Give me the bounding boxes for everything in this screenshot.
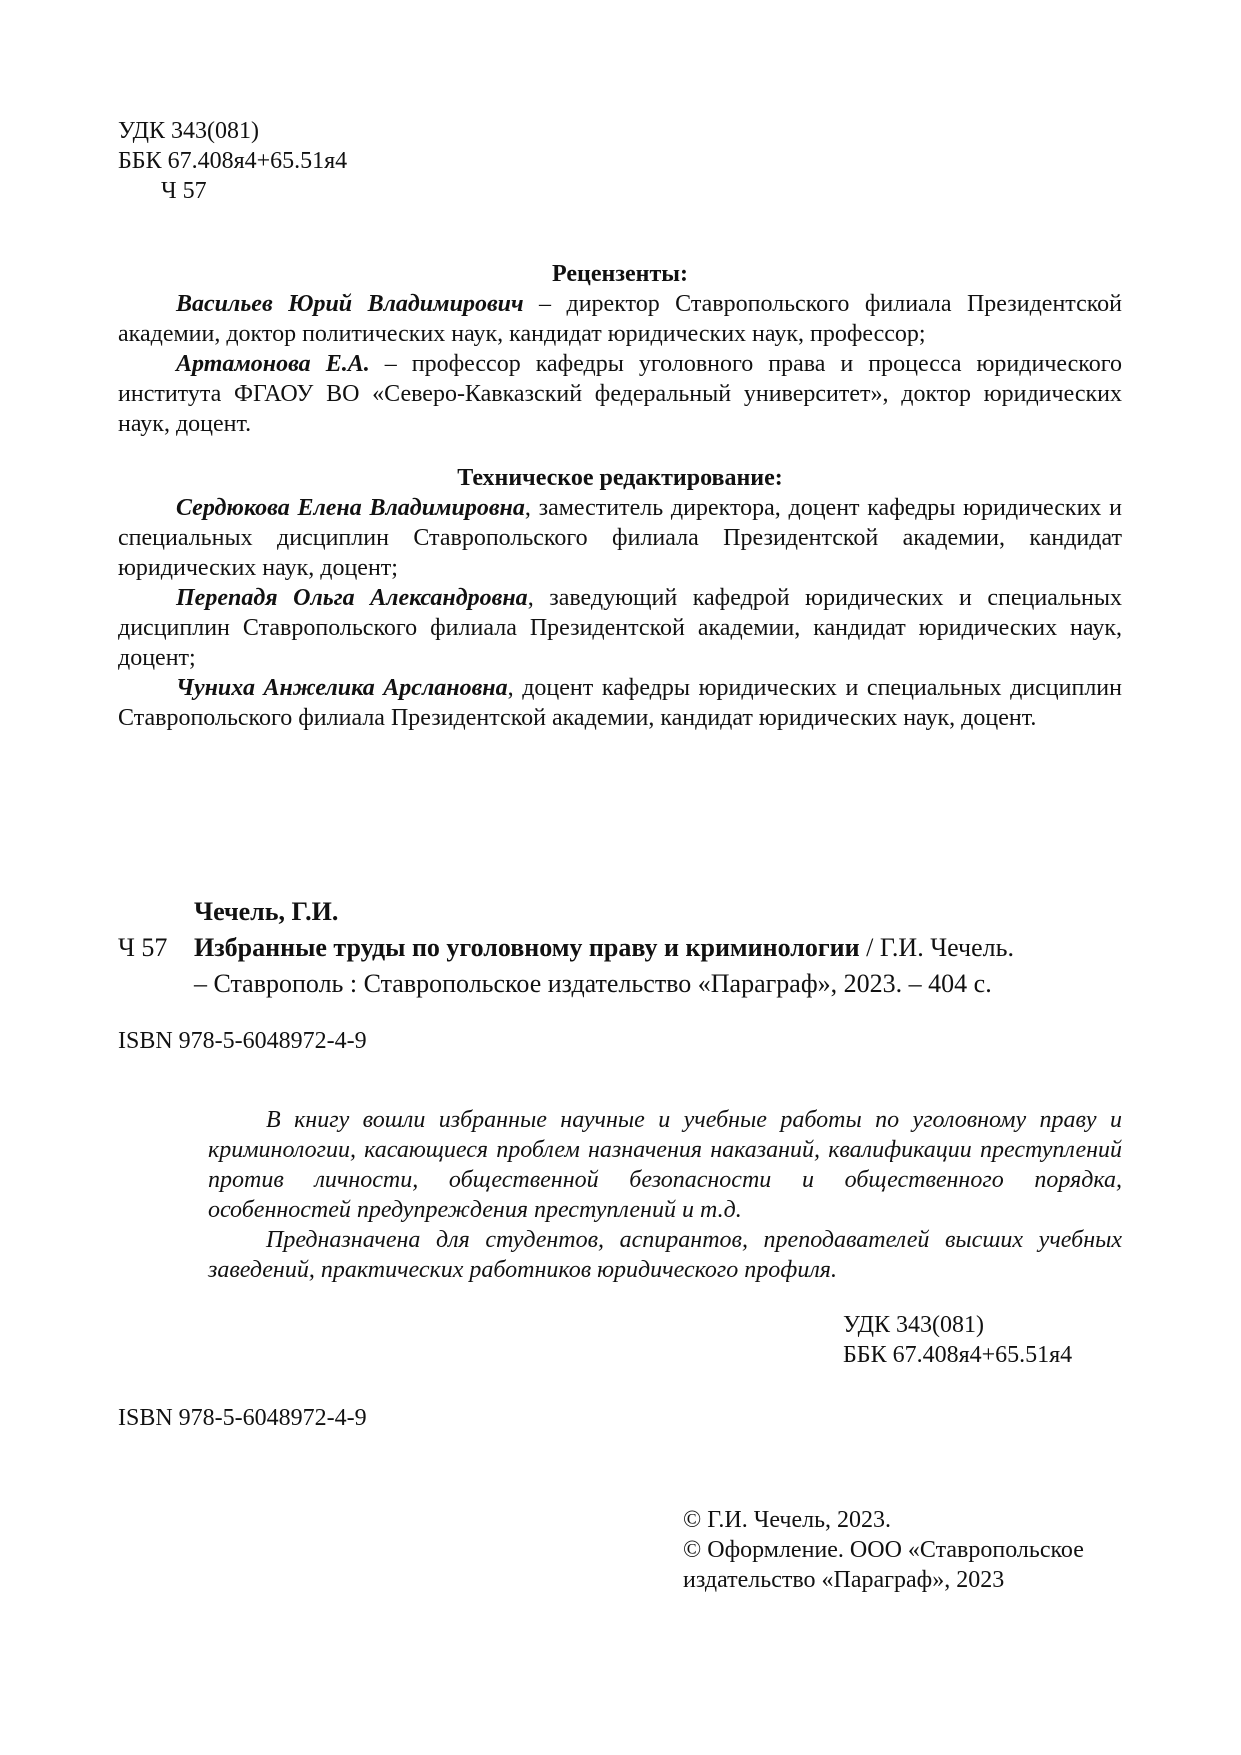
biblio-responsibility: / Г.И. Чечель. bbox=[859, 933, 1014, 962]
copyright-line: © Г.И. Чечель, 2023. bbox=[683, 1507, 892, 1533]
udk-code: УДК 343(081) bbox=[843, 1312, 984, 1338]
biblio-publication: – Ставрополь : Ставропольское издательство «Параграф», 2023. – 404 с. bbox=[194, 969, 992, 998]
udk-code: УДК 343(081) bbox=[118, 118, 259, 144]
editor-name: Перепадя Ольга Александровна bbox=[176, 585, 528, 611]
bibliographic-record bbox=[118, 897, 1128, 1005]
biblio-title: Избранные труды по уголовному праву и криминологии bbox=[194, 933, 860, 962]
reviewer-entry bbox=[118, 289, 1122, 349]
classification-bottom bbox=[843, 1310, 1072, 1370]
bbk-code: ББК 67.408я4+65.51я4 bbox=[843, 1342, 1073, 1368]
reviewer-desc: – директор Ставропольского филиала Президентской академии, доктор политических наук, кандидат юридических наук, профессор; bbox=[118, 291, 1123, 347]
copyright-line: издательство «Параграф», 2023 bbox=[683, 1567, 1005, 1593]
isbn: ISBN 978-5-6048972-4-9 bbox=[118, 1405, 367, 1431]
annotation-paragraph: Предназначена для студентов, аспирантов, преподавателей высших учебных заведений, практических работников юридического профиля. bbox=[208, 1227, 1122, 1283]
copyright-block bbox=[683, 1505, 1084, 1595]
editor-desc: , заместитель директора, доцент кафедры юридических и специальных дисциплин Ставропольского филиала Президентской академии, кандидат юридических наук, доцент; bbox=[118, 495, 1122, 581]
biblio-author: Чечель, Г.И. bbox=[194, 897, 339, 926]
editor-name: Сердюкова Елена Владимировна bbox=[176, 495, 525, 521]
biblio-code: Ч 57 bbox=[118, 933, 168, 962]
editor-desc: , доцент кафедры юридических и специальных дисциплин Ставропольского филиала Президентской академии, кандидат юридических наук, доцент. bbox=[118, 675, 1122, 731]
author-mark: Ч 57 bbox=[161, 178, 207, 204]
tech-editing-heading: Техническое редактирование: bbox=[457, 465, 783, 491]
annotation-paragraph: В книгу вошли избранные научные и учебные работы по уголовному праву и криминологии, касающиеся проблем назначения наказаний, квалификации преступлений против личности, общественной безопасности и общественного порядка, особенностей предупреждения преступлений и т.д. bbox=[208, 1107, 1122, 1223]
reviewer-name: Артамонова Е.А. bbox=[176, 351, 370, 377]
reviewer-desc: – профессор кафедры уголовного права и процесса юридического института ФГАОУ ВО «Северо-Кавказский федеральный университет», доктор юридических наук, доцент. bbox=[118, 351, 1122, 437]
editor-entry bbox=[118, 493, 1122, 583]
reviewer-name: Васильев Юрий Владимирович bbox=[176, 291, 524, 317]
editor-entry bbox=[118, 673, 1122, 733]
classification-top bbox=[118, 116, 347, 206]
isbn: ISBN 978-5-6048972-4-9 bbox=[118, 1028, 367, 1054]
bbk-code: ББК 67.408я4+65.51я4 bbox=[118, 148, 348, 174]
tech-editing-section bbox=[118, 463, 1122, 733]
editor-name: Чуниха Анжелика Арслановна bbox=[176, 675, 508, 701]
reviewer-entry bbox=[118, 349, 1122, 439]
editor-desc: , заведующий кафедрой юридических и специальных дисциплин Ставропольского филиала Президентской академии, кандидат юридических наук, доцент; bbox=[118, 585, 1122, 671]
reviewers-heading: Рецензенты: bbox=[552, 261, 688, 287]
reviewers-section bbox=[118, 259, 1122, 439]
annotation bbox=[208, 1105, 1122, 1285]
copyright-line: © Оформление. ООО «Ставропольское bbox=[683, 1537, 1084, 1563]
editor-entry bbox=[118, 583, 1122, 673]
